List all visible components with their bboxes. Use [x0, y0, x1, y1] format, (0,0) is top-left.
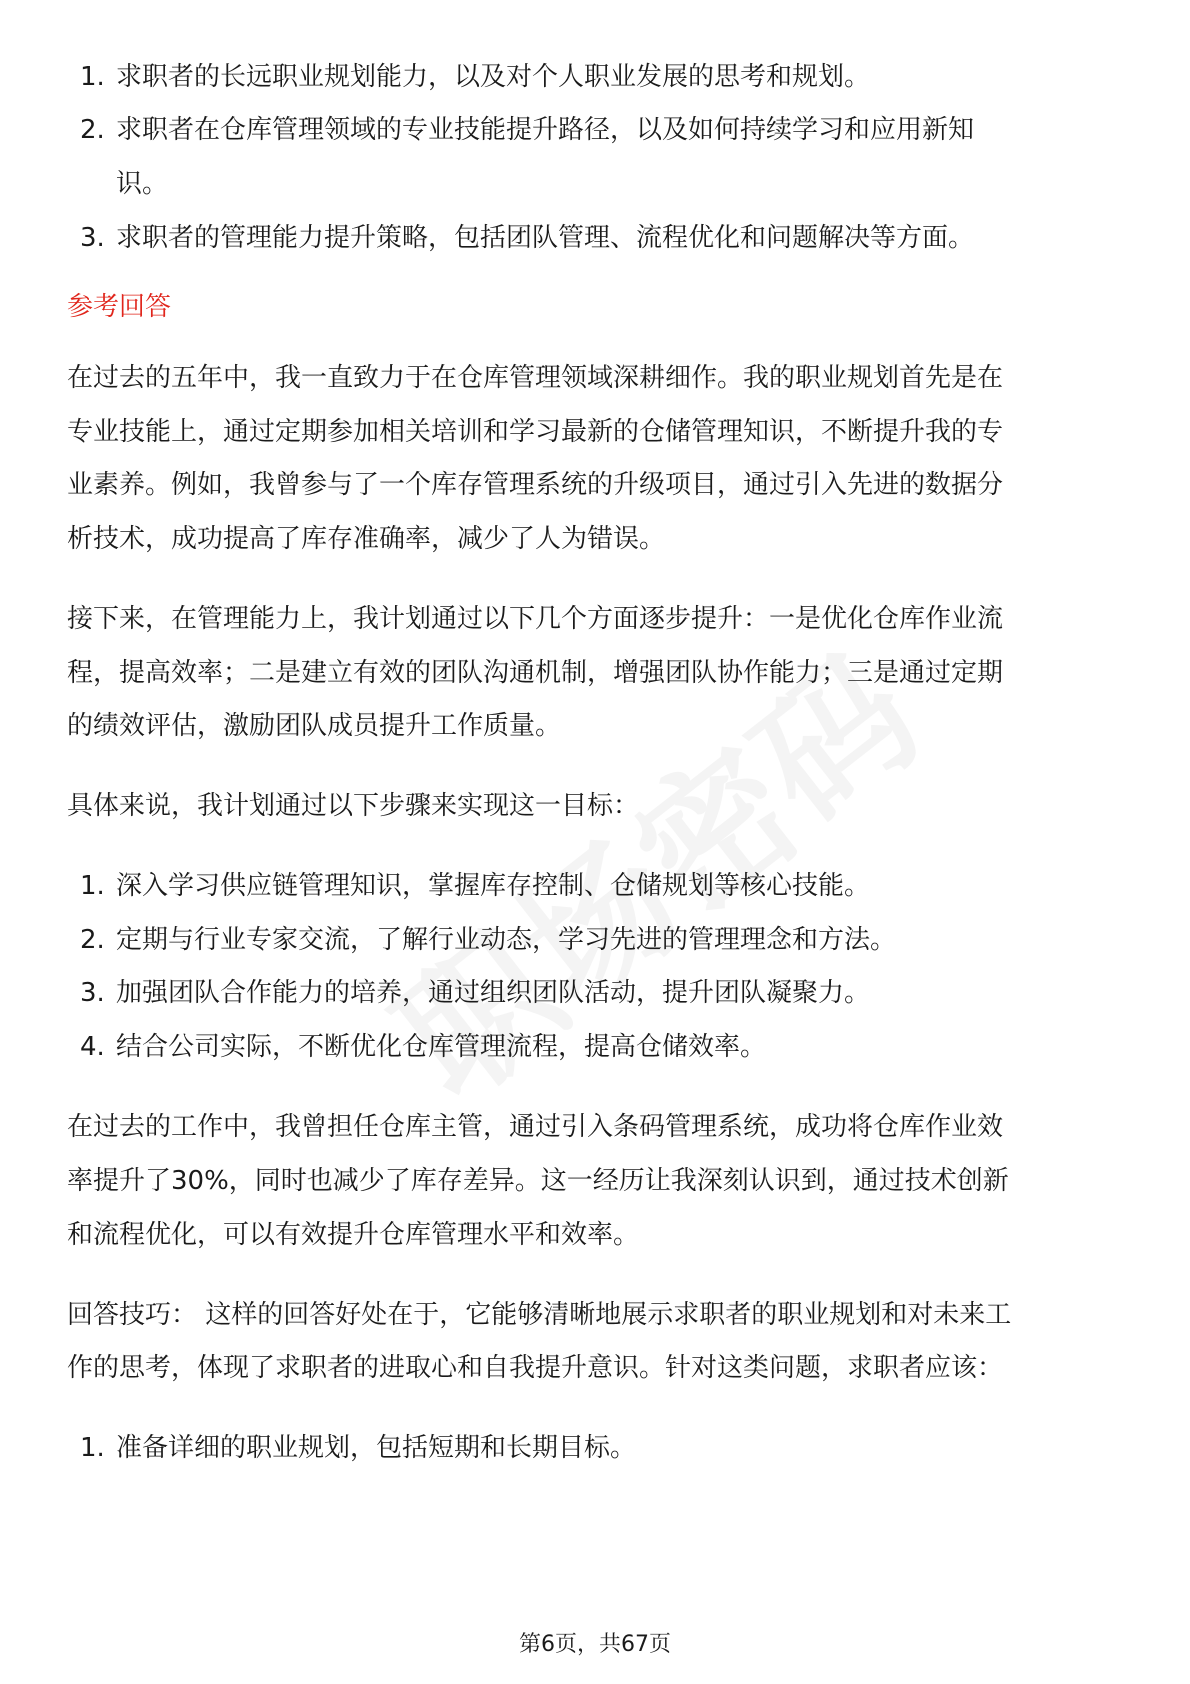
paragraph-line: 具体来说，我计划通过以下步骤来实现这一目标：	[67, 791, 640, 821]
list-number: 2.	[80, 925, 105, 955]
paragraph-line: 回答技巧： 这样的回答好处在于，它能够清晰地展示求职者的职业规划和对未来工	[67, 1300, 1012, 1330]
paragraph-line: 专业技能上，通过定期参加相关培训和学习最新的仓储管理知识，不断提升我的专	[67, 417, 1004, 447]
list-item: 求职者的长远职业规划能力，以及对个人职业发展的思考和规划。	[116, 62, 871, 92]
list-item: 加强团队合作能力的培养，通过组织团队活动，提升团队凝聚力。	[116, 978, 871, 1008]
paragraph-line: 和流程优化，可以有效提升仓库管理水平和效率。	[67, 1220, 640, 1250]
list-number: 4.	[80, 1032, 105, 1062]
list-item: 深入学习供应链管理知识，掌握库存控制、仓储规划等核心技能。	[116, 871, 871, 901]
paragraph-line: 的绩效评估，激励团队成员提升工作质量。	[67, 711, 562, 741]
list-item: 结合公司实际，不断优化仓库管理流程，提高仓储效率。	[116, 1032, 767, 1062]
list-number: 1.	[80, 1433, 105, 1463]
list-number: 1.	[80, 62, 105, 92]
list-number: 3.	[80, 978, 105, 1008]
paragraph-line: 程，提高效率；二是建立有效的团队沟通机制，增强团队协作能力；三是通过定期	[67, 658, 1004, 688]
list-number: 1.	[80, 871, 105, 901]
list-item-continuation: 识。	[116, 169, 169, 199]
paragraph-line: 接下来，在管理能力上，我计划通过以下几个方面逐步提升：一是优化仓库作业流	[67, 604, 1004, 634]
paragraph-line: 作的思考，体现了求职者的进取心和自我提升意识。针对这类问题，求职者应该：	[67, 1353, 1004, 1383]
paragraph-line: 率提升了30%，同时也减少了库存差异。这一经历让我深刻认识到，通过技术创新	[67, 1166, 1009, 1196]
page-number-footer: 第6页，共67页	[519, 1632, 671, 1657]
list-item: 准备详细的职业规划，包括短期和长期目标。	[116, 1433, 637, 1463]
paragraph-line: 在过去的五年中，我一直致力于在仓库管理领域深耕细作。我的职业规划首先是在	[67, 363, 1004, 393]
list-item: 定期与行业专家交流，了解行业动态，学习先进的管理理念和方法。	[116, 925, 897, 955]
paragraph-line: 析技术，成功提高了库存准确率，减少了人为错误。	[67, 524, 666, 554]
section-heading: 参考回答	[67, 292, 172, 322]
paragraph-line: 业素养。例如，我曾参与了一个库存管理系统的升级项目，通过引入先进的数据分	[67, 470, 1004, 500]
paragraph-line: 在过去的工作中，我曾担任仓库主管，通过引入条码管理系统，成功将仓库作业效	[67, 1112, 1004, 1142]
list-number: 3.	[80, 223, 105, 253]
list-number: 2.	[80, 115, 105, 145]
list-item: 求职者的管理能力提升策略，包括团队管理、流程优化和问题解决等方面。	[116, 223, 975, 253]
list-item: 求职者在仓库管理领域的专业技能提升路径，以及如何持续学习和应用新知	[116, 115, 975, 145]
